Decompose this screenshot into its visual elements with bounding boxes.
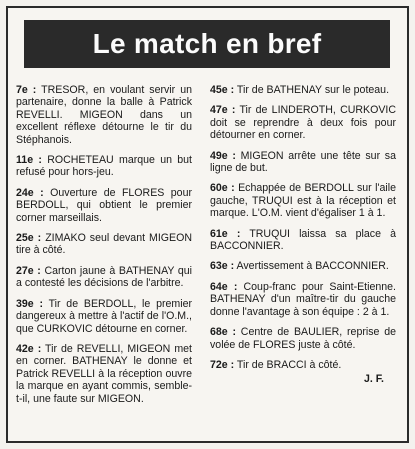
match-event — [210, 326, 396, 351]
match-event — [210, 150, 396, 175]
event-text: Tir de REVELLI, MIGEON met en corner. BATHENAY le donne et Patrick REVELLI à la réception ouvre la marque en ayant commis, semble-t-il, une faute sur MIGEON. — [16, 342, 192, 405]
event-minute: 11e : — [16, 154, 42, 167]
event-minute: 7e : — [16, 84, 37, 96]
right-column — [210, 84, 396, 386]
event-text: TRESOR, en voulant servir un partenaire, donne la balle à Patrick REVELLI. MIGEON dans un excellent réflexe détourne le tir du Stéphanois. — [16, 84, 192, 146]
event-minute: 25e : — [16, 232, 42, 245]
match-event — [210, 84, 396, 96]
event-text: ZIMAKO seul devant MIGEON tire à côté. — [16, 232, 192, 257]
event-text: Carton jaune à BATHENAY qui a contesté les décisions de l'arbitre. — [16, 264, 192, 290]
event-text: MIGEON arrête une tête sur sa ligne de but. — [210, 149, 396, 175]
event-text: Centre de BAULIER, reprise de volée de FLORES juste à côté. — [210, 326, 396, 351]
event-text: Ouverture de FLORES pour BERDOLL, qui obtient le premier corner marseillais. — [16, 186, 192, 224]
match-event — [210, 228, 396, 253]
headline-banner — [24, 20, 390, 68]
event-minute: 27e : — [16, 264, 41, 277]
match-event — [16, 187, 192, 224]
match-event — [16, 343, 192, 405]
match-event — [16, 265, 192, 290]
match-event — [16, 298, 192, 335]
left-column — [16, 84, 192, 413]
event-text: Avertissement à BACCONNIER. — [234, 260, 389, 273]
match-event — [210, 182, 396, 219]
event-text: Coup-franc pour Saint-Etienne. BATHENAY d'un maître-tir du gauche donne l'avantage à son équipe : 2 à 1. — [210, 280, 396, 318]
match-event — [210, 359, 396, 371]
match-event — [210, 260, 396, 272]
headline: Le match en bref — [92, 28, 322, 59]
event-minute: 39e : — [16, 297, 43, 310]
event-minute: 64e : — [210, 280, 238, 293]
event-text: Tir de BATHENAY sur le poteau. — [234, 84, 390, 96]
event-minute: 42e : — [16, 342, 42, 355]
event-text: Echappée de BERDOLL sur l'aile gauche, TRUQUI est à la réception et marque. L'O.M. vient d'égaliser 1 à 1. — [210, 182, 396, 220]
match-event — [16, 84, 192, 146]
event-text: Tir de LINDEROTH, CURKOVIC doit se reprendre à deux fois pour détourner en corner. — [210, 104, 396, 142]
event-minute: 45e : — [210, 84, 235, 96]
event-minute: 63e : — [210, 260, 235, 273]
event-minute: 72e : — [210, 358, 235, 371]
event-text: ROCHETEAU marque un but refusé pour hors-jeu. — [16, 154, 192, 179]
event-text: Tir de BRACCI à côté. — [234, 358, 342, 371]
match-event — [210, 281, 396, 318]
event-minute: 49e : — [210, 149, 236, 162]
event-text: TRUQUI laissa sa place à BACCONNIER. — [210, 227, 396, 253]
match-event — [210, 104, 396, 141]
author-signature: J. F. — [363, 373, 384, 386]
event-minute: 24e : — [16, 186, 44, 199]
event-minute: 60e : — [210, 182, 235, 195]
match-event — [16, 154, 192, 179]
event-minute: 61e : — [210, 227, 241, 240]
match-event — [16, 232, 192, 257]
event-minute: 68e : — [210, 326, 236, 339]
event-text: Tir de BERDOLL, le premier dangereux à mettre à l'actif de l'O.M., que CURKOVIC détourne en corner. — [16, 297, 192, 335]
event-minute: 47e : — [210, 104, 236, 117]
